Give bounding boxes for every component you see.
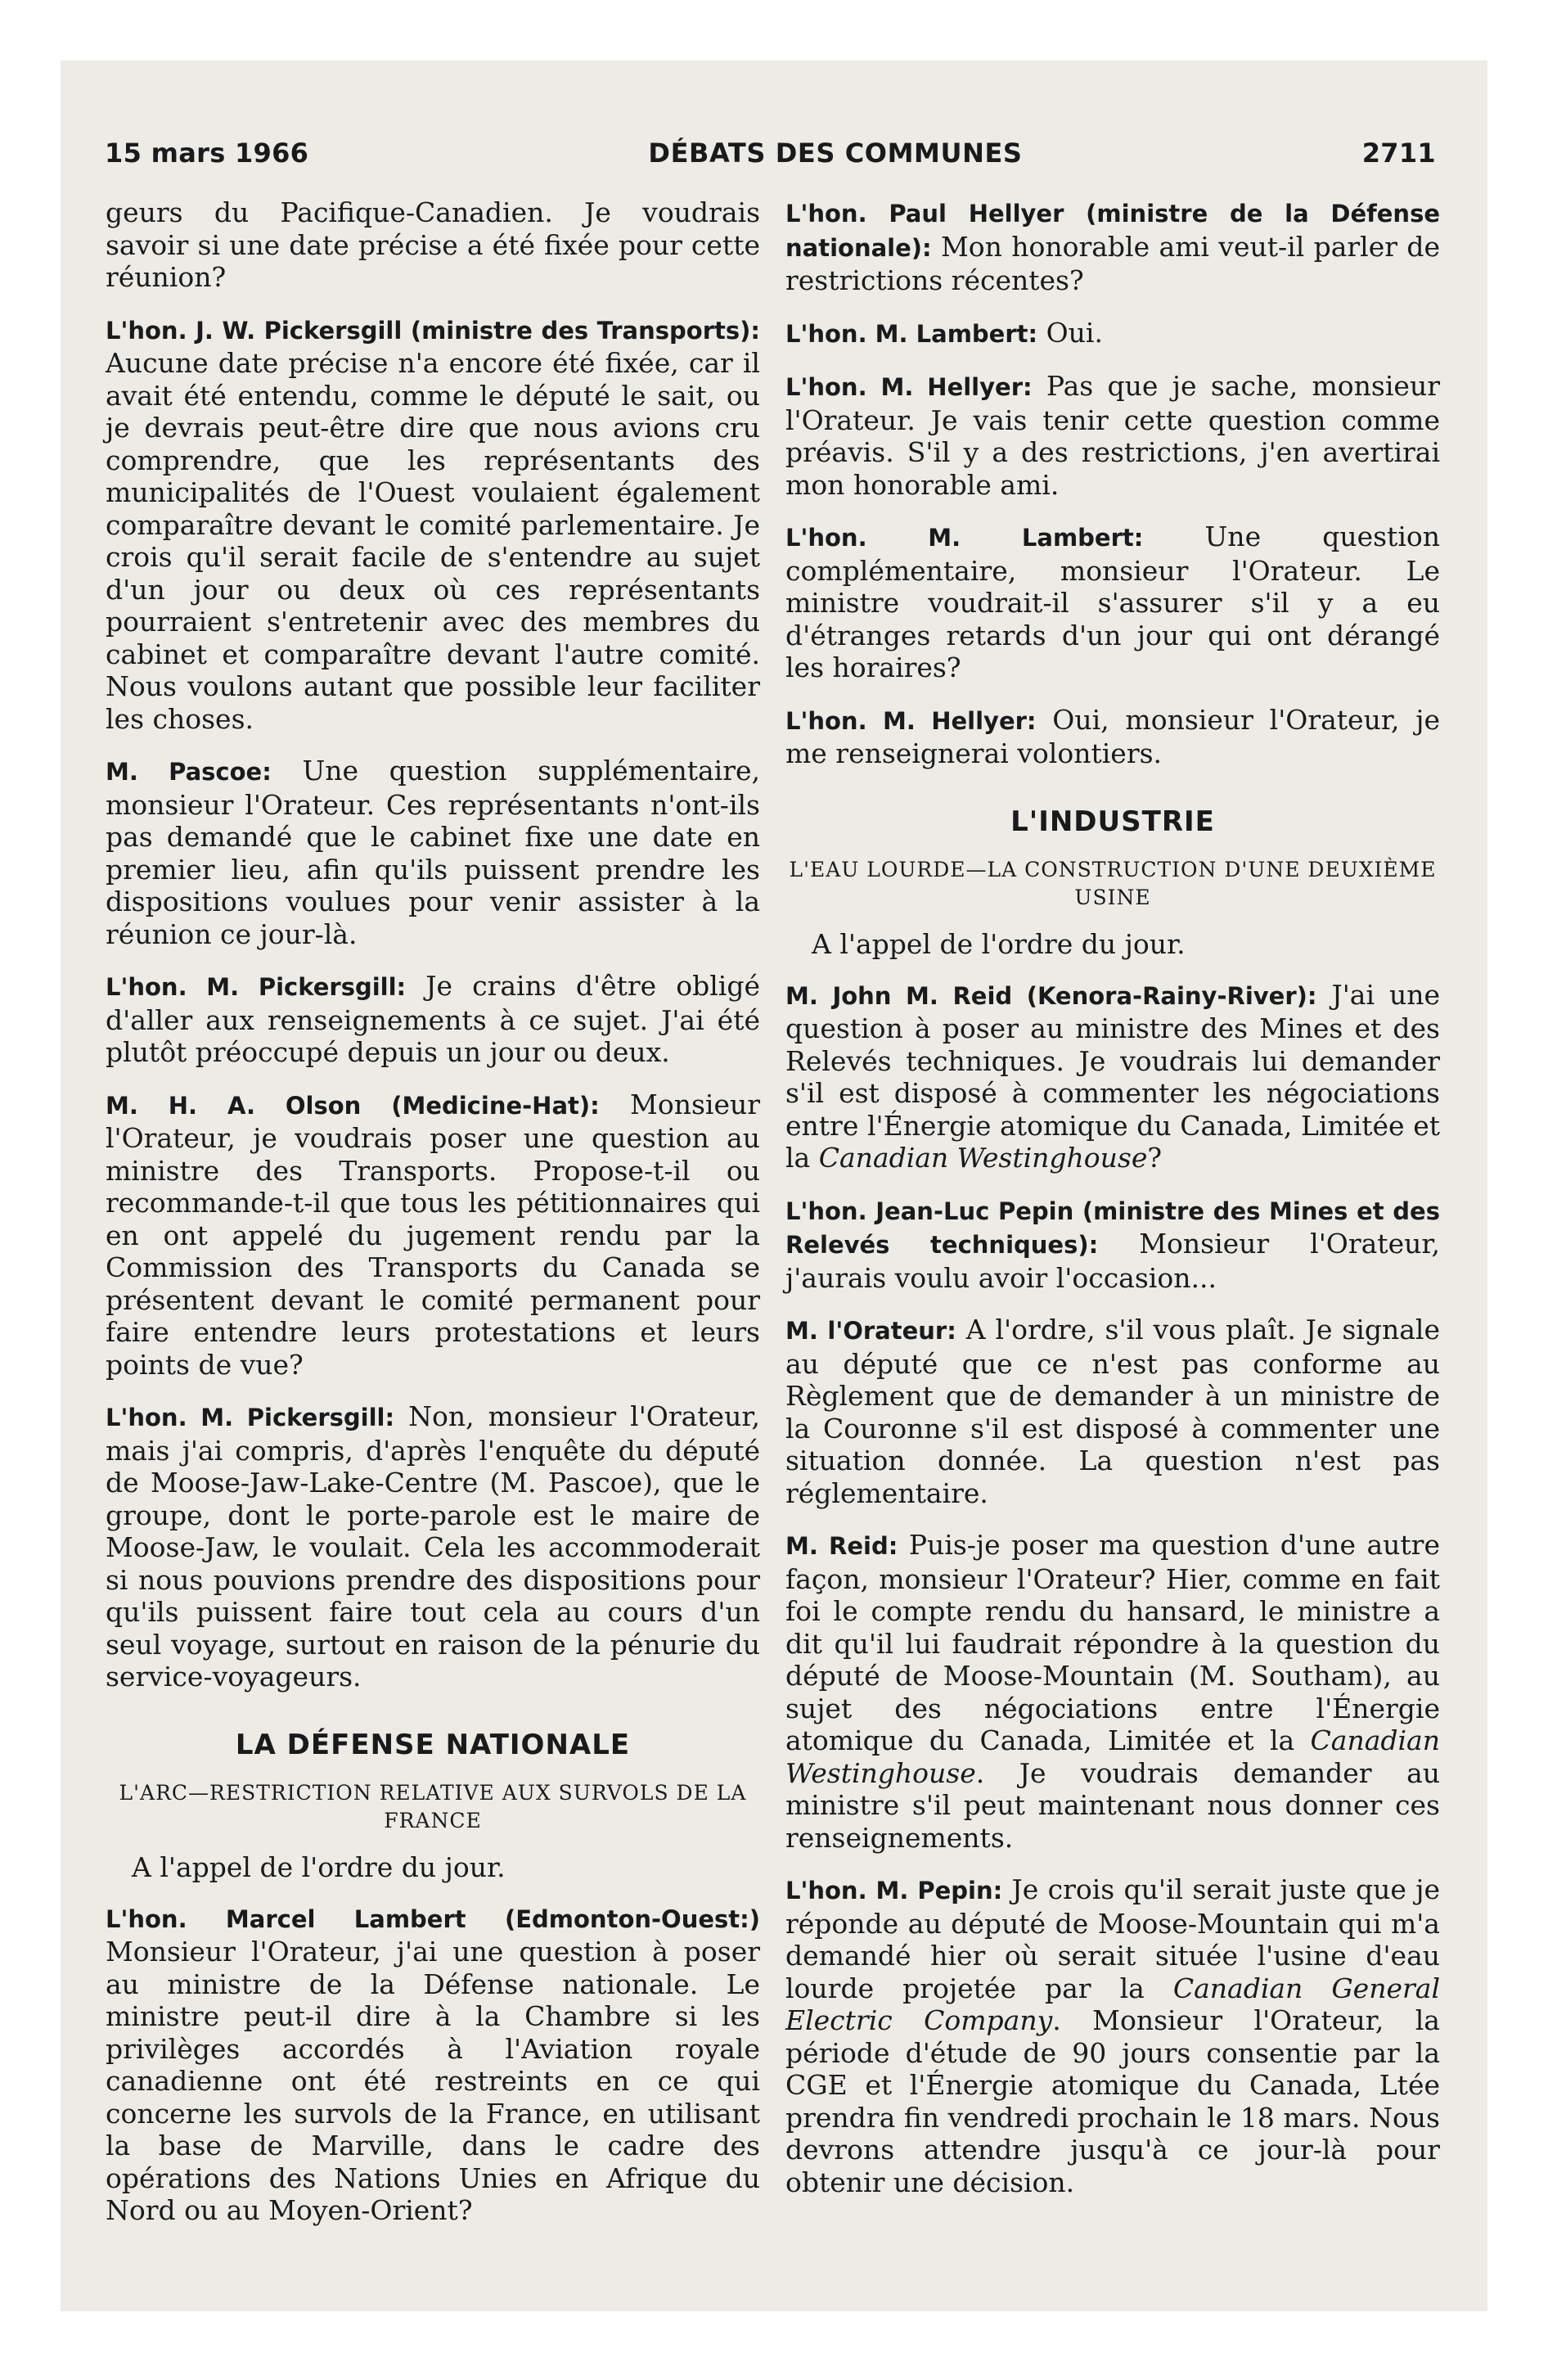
paragraph-text: Monsieur l'Orateur, j'aurais voulu avoir l'occasion... [785, 1228, 1440, 1294]
paragraph [785, 317, 1440, 351]
procedure-line: A l'appel de l'ordre du jour. [812, 928, 1186, 960]
speaker-name: L'hon. M. Hellyer: [785, 706, 1037, 735]
paragraph-text: Une question complémentaire, monsieur l'Orateur. Le ministre voudrait-il s'assurer s'il y a eu d'étranges retards d'un jour qui ont dérangé les horaires? [785, 521, 1440, 683]
speaker-name: M. H. A. Olson (Medicine-Hat): [106, 1091, 600, 1120]
section-heading: L'INDUSTRIE [1010, 805, 1215, 838]
paragraph [785, 1314, 1440, 1509]
paragraph-text: Monsieur l'Orateur, je voudrais poser une question au ministre des Transports. Propose-t-il ou recommande-t-il que tous les pétitionnaires qui en ont appelé du jugement rendu par la Commission des Transports du Canada se présentent devant le comité permanent pour faire entendre leurs protestations et leurs points de vue? [106, 1088, 761, 1381]
speaker-name: L'hon. J. W. Pickersgill (ministre des Transports): [106, 316, 760, 345]
paragraph [785, 370, 1440, 501]
paragraph-text: ? [1147, 1142, 1163, 1174]
paragraph-text: Une question supplémentaire, monsieur l'Orateur. Ces représentants n'ont-ils pas demandé que le cabinet fixe une date en premier lieu, afin qu'ils puissent prendre les dispositions voulues pour venir assister à la réunion ce jour-là. [106, 755, 760, 950]
paragraph-text: Je crains d'être obligé d'aller aux renseignements à ce sujet. J'ai été plutôt préoccupé depuis un jour ou deux. [106, 970, 760, 1068]
speaker-name: L'hon. M. Lambert: [785, 319, 1038, 348]
page-number: 2711 [1361, 137, 1436, 169]
speaker-name: M. Reid: [785, 1532, 898, 1560]
paragraph [785, 1194, 1440, 1295]
paragraph-text: . Monsieur l'Orateur, la période d'étude de 90 jours consentie par la CGE et l'Énergie atomique du Canada, Ltée prendra fin vendredi prochain le 18 mars. Nous devrons attendre jusqu'à ce jour-là pour obtenir une décision. [785, 2004, 1440, 2198]
speaker-name: L'hon. Marcel Lambert (Edmonton-Ouest:) [106, 1904, 760, 1933]
paragraph [785, 196, 1440, 297]
speaker-name: L'hon. Paul Hellyer (ministre de la Défense nationale): [785, 200, 1440, 262]
paragraph [106, 1902, 760, 2227]
paragraph-text: Oui. [1046, 316, 1103, 349]
left-column [106, 196, 760, 2247]
italic-name: Canadian Westinghouse [818, 1142, 1148, 1174]
paragraph-text: Aucune date précise n'a encore été fixée, car il avait été entendu, comme le député le sait, ou je devrais peut-être dire que nous avions cru comprendre, que les représentants des municipalités de l'Ouest voulaient également comparaître devant le comité parlementaire. Je crois qu'il serait facile de s'entendre au sujet d'un jour ou deux où ces représentants pourraient s'entretenir avec des membres du cabinet et comparaître devant l'autre comité. Nous voulons autant que possible leur faciliter les choses. [106, 347, 760, 735]
speaker-name: L'hon. M. Hellyer: [785, 373, 1033, 401]
paragraph [106, 1089, 760, 1382]
speaker-name: M. John M. Reid (Kenora-Rainy-River): [785, 981, 1317, 1010]
right-column [785, 196, 1440, 2218]
paragraph-text: Monsieur l'Orateur, j'ai une question à poser au ministre de la Défense nationale. Le ministre peut-il dire à la Chambre si les privilèges accordés à l'Aviation royale canadienne ont été restreints en ce qui concerne les survols de la France, en utilisant la base de Marville, dans le cadre des opérations des Nations Unies en Afrique du Nord ou au Moyen-Orient? [106, 1936, 760, 2226]
speaker-name: L'hon. M. Pickersgill: [106, 1404, 395, 1431]
paragraph [106, 313, 760, 736]
speaker-name: L'hon. M. Lambert: [785, 524, 1144, 552]
paragraph-text: Oui, monsieur l'Orateur, je me renseignerai volontiers. [785, 703, 1440, 769]
italic-name: Canadian General Electric Company [785, 1972, 1440, 2036]
paragraph [785, 704, 1440, 770]
italic-name: Canadian Westinghouse [785, 1724, 1440, 1789]
speaker-name: L'hon. M. Pickersgill: [106, 973, 407, 1001]
subsection-heading: L'ARC—RESTRICTION RELATIVE AUX SURVOLS DE LA FRANCE [119, 1781, 747, 1832]
paragraph [106, 196, 760, 294]
paragraph [785, 979, 1440, 1174]
speaker-name: M. Pascoe: [106, 758, 272, 786]
paragraph [785, 521, 1440, 684]
section-heading: LA DÉFENSE NATIONALE [235, 1728, 631, 1761]
paragraph-text: J'ai une question à poser au ministre des Mines et des Relevés techniques. Je voudrais lui demander s'il est disposé à commenter les négociations entre l'Énergie atomique du Canada, Limitée et la [785, 978, 1440, 1174]
paragraph [106, 755, 760, 950]
paragraph [785, 1873, 1440, 2198]
paragraph-text: A l'ordre, s'il vous plaît. Je signale au député que ce n'est pas conforme au Règlement que de demander à un ministre de la Couronne s'il est disposé à commenter une situation donnée. La question n'est pas réglementaire. [785, 1314, 1440, 1509]
paragraph-text: Puis-je poser ma question d'une autre façon, monsieur l'Orateur? Hier, comme en fait foi le compte rendu du hansard, le ministre a dit qu'il lui faudrait répondre à la question du député de Moose-Mountain (M. Southam), au sujet des négociations entre l'Énergie atomique du Canada, Limitée et la [785, 1529, 1440, 1756]
speaker-name: L'hon. Jean-Luc Pepin (ministre des Mines et des Relevés techniques): [785, 1197, 1440, 1259]
speaker-name: M. l'Orateur: [785, 1317, 956, 1345]
header-title: DÉBATS DES COMMUNES [648, 137, 1023, 169]
paragraph-text: Pas que je sache, monsieur l'Orateur. Je vais tenir cette question comme préavis. S'il y a des restrictions, j'en avertirai mon honorable ami. [785, 370, 1440, 501]
paragraph-text: Non, monsieur l'Orateur, mais j'ai compris, d'après l'enquête du député de Moose-Jaw-Lake-Centre (M. Pascoe), que le groupe, dont le porte-parole est le maire de Moose-Jaw, le voulait. Cela les accommoderait si nous pouvions prendre des dispositions pour qu'ils puissent faire tout cela au cours d'un seul voyage, surtout en raison de la pénurie du service-voyageurs. [106, 1400, 760, 1693]
paragraph-text: . Je voudrais demander au ministre s'il peut maintenant nous donner ces renseignements. [785, 1756, 1440, 1854]
procedure-line: A l'appel de l'ordre du jour. [132, 1851, 506, 1883]
subsection-heading: L'EAU LOURDE—LA CONSTRUCTION D'UNE DEUXIÈME USINE [789, 858, 1437, 909]
paragraph [106, 1400, 760, 1693]
paragraph [785, 1529, 1440, 1854]
paragraph-text: geurs du Pacifique-Canadien. Je voudrais savoir si une date précise a été fixée pour cette réunion? [106, 196, 760, 293]
page-header [105, 137, 1436, 169]
paragraph-text: Mon honorable ami veut-il parler de restrictions récentes? [785, 230, 1440, 296]
header-date: 15 mars 1966 [105, 137, 309, 169]
paragraph-text: Je crois qu'il serait juste que je réponde au député de Moose-Mountain qui m'a demandé hier où serait située l'usine d'eau lourde projetée par la [785, 1873, 1440, 2004]
paragraph [106, 970, 760, 1069]
speaker-name: L'hon. M. Pepin: [785, 1877, 1003, 1904]
